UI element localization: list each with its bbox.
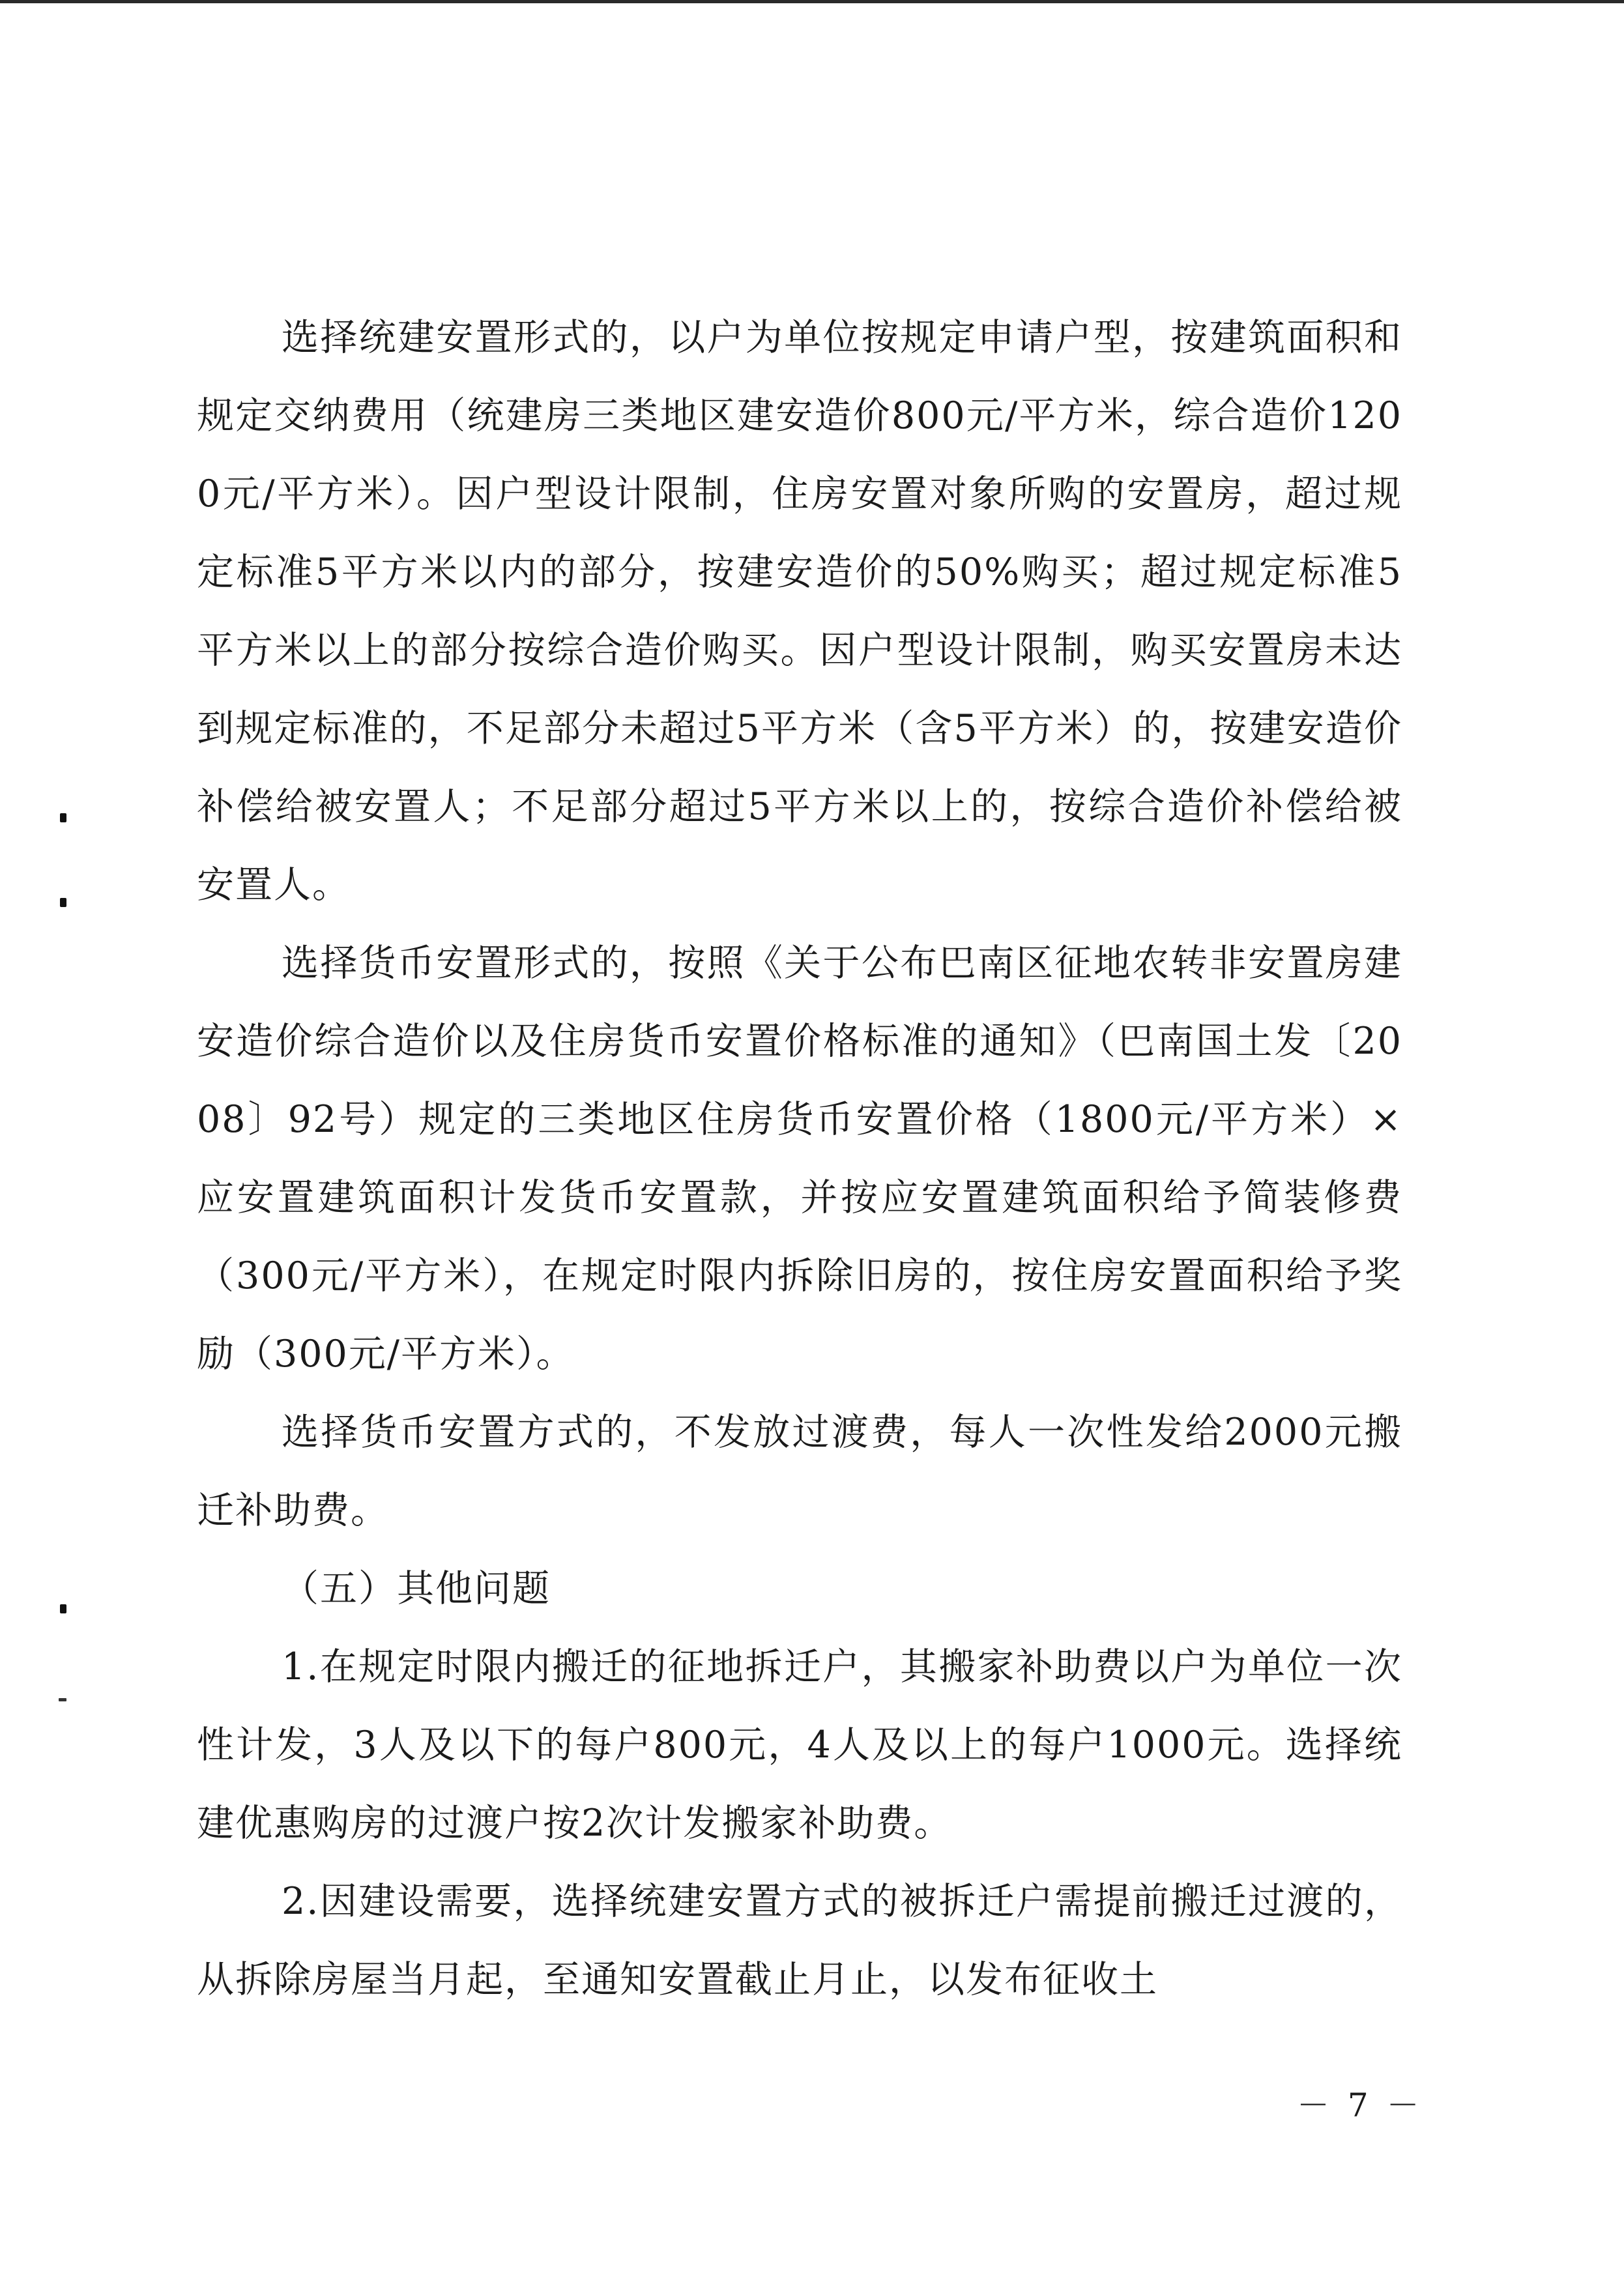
document-body	[197, 298, 1402, 2019]
binding-hole-mark	[60, 898, 66, 907]
scan-top-edge	[0, 0, 1624, 3]
paragraph-moving-subsidy: 1.在规定时限内搬迁的征地拆迁户，其搬家补助费以户为单位一次性计发，3人及以下的每户800元，4人及以上的每户1000元。选择统建优惠购房的过渡户按2次计发搬家补助费。	[197, 1645, 1402, 1845]
binding-hole-mark	[60, 813, 66, 822]
paragraph-early-relocation: 2.因建设需要，选择统建安置方式的被拆迁户需提前搬迁过渡的，从拆除房屋当月起，至通知安置截止月止，以发布征收土	[197, 1880, 1402, 2001]
paragraph-transition-fee: 选择货币安置方式的，不发放过渡费，每人一次性发给2000元搬迁补助费。	[197, 1411, 1402, 1532]
binding-hole-mark	[60, 1604, 66, 1613]
section-heading-other-issues: （五）其他问题	[282, 1567, 551, 1610]
page-number: － 7 －	[1297, 2086, 1423, 2124]
binding-hole-mark	[59, 1698, 66, 1701]
paragraph-monetary-resettlement: 选择货币安置形式的，按照《关于公布巴南区征地农转非安置房建安造价综合造价以及住房货币安置价格标准的通知》（巴南国土发〔2008〕92号）规定的三类地区住房货币安置价格（1800元/平方米）×应安置建筑面积计发货币安置款，并按应安置建筑面积给予简装修费（300元/平方米），在规定时限内拆除旧房的，按住房安置面积给予奖励（300元/平方米）。	[197, 942, 1402, 1376]
paragraph-unified-construction: 选择统建安置形式的，以户为单位按规定申请户型，按建筑面积和规定交纳费用（统建房三类地区建安造价800元/平方米，综合造价1200元/平方米）。因户型设计限制，住房安置对象所购的安置房，超过规定标准5平方米以内的部分，按建安造价的50%购买；超过规定标准5平方米以上的部分按综合造价购买。因户型设计限制，购买安置房未达到规定标准的，不足部分未超过5平方米（含5平方米）的，按建安造价补偿给被安置人；不足部分超过5平方米以上的，按综合造价补偿给被安置人。	[197, 316, 1402, 906]
